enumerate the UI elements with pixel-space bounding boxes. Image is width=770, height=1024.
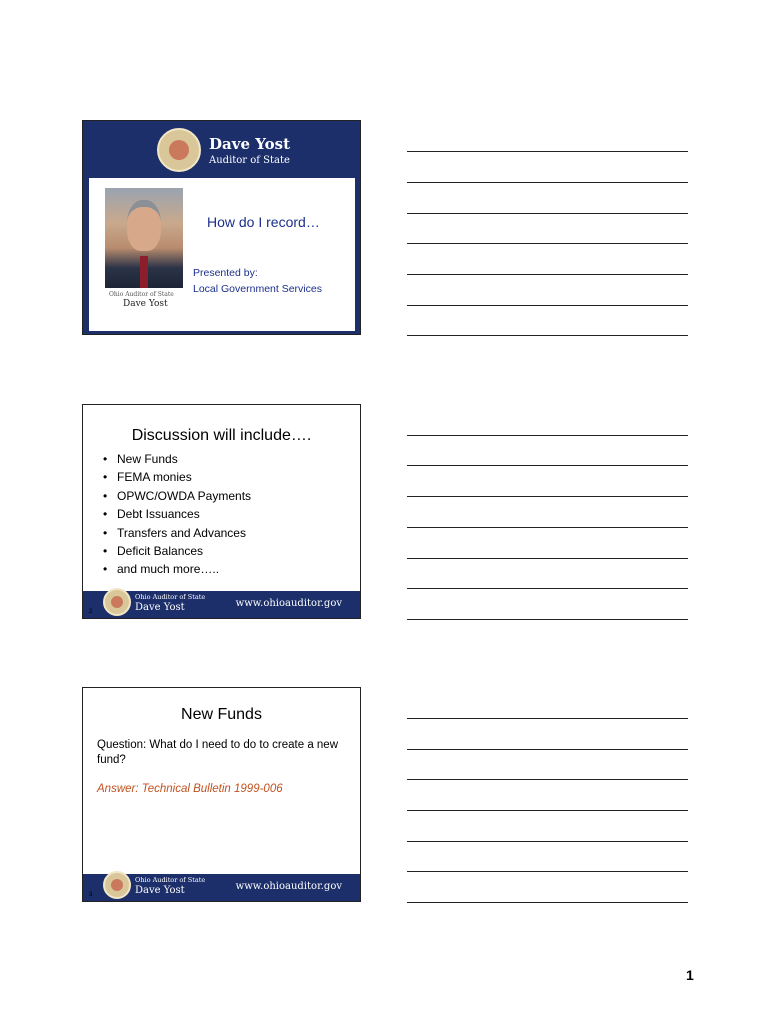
- slide-3: [82, 687, 361, 902]
- notes-line: [407, 335, 688, 336]
- list-item: • Deficit Balances: [103, 542, 251, 560]
- notes-line: [407, 274, 688, 275]
- photo-caption-name: Dave Yost: [123, 299, 168, 309]
- slide-footer: [83, 591, 360, 618]
- page-number: 1: [686, 967, 694, 983]
- portrait-photo: [105, 188, 183, 288]
- notes-line: [407, 465, 688, 466]
- brand-name: Dave Yost: [209, 135, 290, 153]
- notes-line: [407, 810, 688, 811]
- notes-line: [407, 213, 688, 214]
- notes-line: [407, 151, 688, 152]
- list-item: • OPWC/OWDA Payments: [103, 487, 251, 505]
- notes-line: [407, 558, 688, 559]
- answer-text: Answer: Technical Bulletin 1999-006: [97, 783, 283, 795]
- slide-number: 3: [89, 892, 93, 898]
- slide-number: 1: [90, 326, 93, 332]
- presenter-name: Local Government Services: [193, 283, 322, 295]
- slide-number: 2: [89, 609, 93, 615]
- notes-line: [407, 779, 688, 780]
- notes-line: [407, 305, 688, 306]
- website-url: www.ohioauditor.gov: [89, 314, 192, 324]
- list-item: • Debt Issuances: [103, 505, 251, 523]
- presented-by-label: Presented by:: [193, 267, 258, 279]
- notes-line: [407, 527, 688, 528]
- notes-line: [407, 619, 688, 620]
- slide-1: [82, 120, 361, 335]
- bullet-list: [103, 450, 251, 579]
- footer-url: www.ohioauditor.gov: [235, 598, 342, 609]
- notes-line: [407, 902, 688, 903]
- list-item: • and much more…..: [103, 560, 251, 578]
- notes-line: [407, 182, 688, 183]
- notes-line: [407, 588, 688, 589]
- state-seal-icon: [157, 128, 201, 172]
- slide-title: How do I record…: [207, 214, 320, 230]
- footer-name: Dave Yost: [135, 885, 185, 896]
- slide-footer: [83, 874, 360, 901]
- notes-line: [407, 435, 688, 436]
- notes-line: [407, 718, 688, 719]
- list-item: • New Funds: [103, 450, 251, 468]
- state-seal-icon: [103, 871, 131, 899]
- notes-line: [407, 749, 688, 750]
- list-item: • FEMA monies: [103, 468, 251, 486]
- slide-title: Discussion will include….: [131, 427, 312, 444]
- slide-header: [83, 121, 360, 177]
- footer-org: Ohio Auditor of State: [135, 593, 206, 601]
- question-text: Question: What do I need to do to create a new fund?: [97, 739, 339, 766]
- footer-name: Dave Yost: [135, 602, 185, 613]
- notes-line: [407, 841, 688, 842]
- footer-org: Ohio Auditor of State: [135, 876, 206, 884]
- photo-caption-small: Ohio Auditor of State: [109, 291, 174, 298]
- slide-2: [82, 404, 361, 619]
- notes-line: [407, 496, 688, 497]
- brand-subtitle: Auditor of State: [209, 155, 290, 166]
- slide-body: [89, 178, 355, 331]
- slide-title: New Funds: [181, 706, 262, 723]
- state-seal-icon: [103, 588, 131, 616]
- notes-line: [407, 243, 688, 244]
- footer-url: www.ohioauditor.gov: [235, 881, 342, 892]
- notes-line: [407, 871, 688, 872]
- list-item: • Transfers and Advances: [103, 524, 251, 542]
